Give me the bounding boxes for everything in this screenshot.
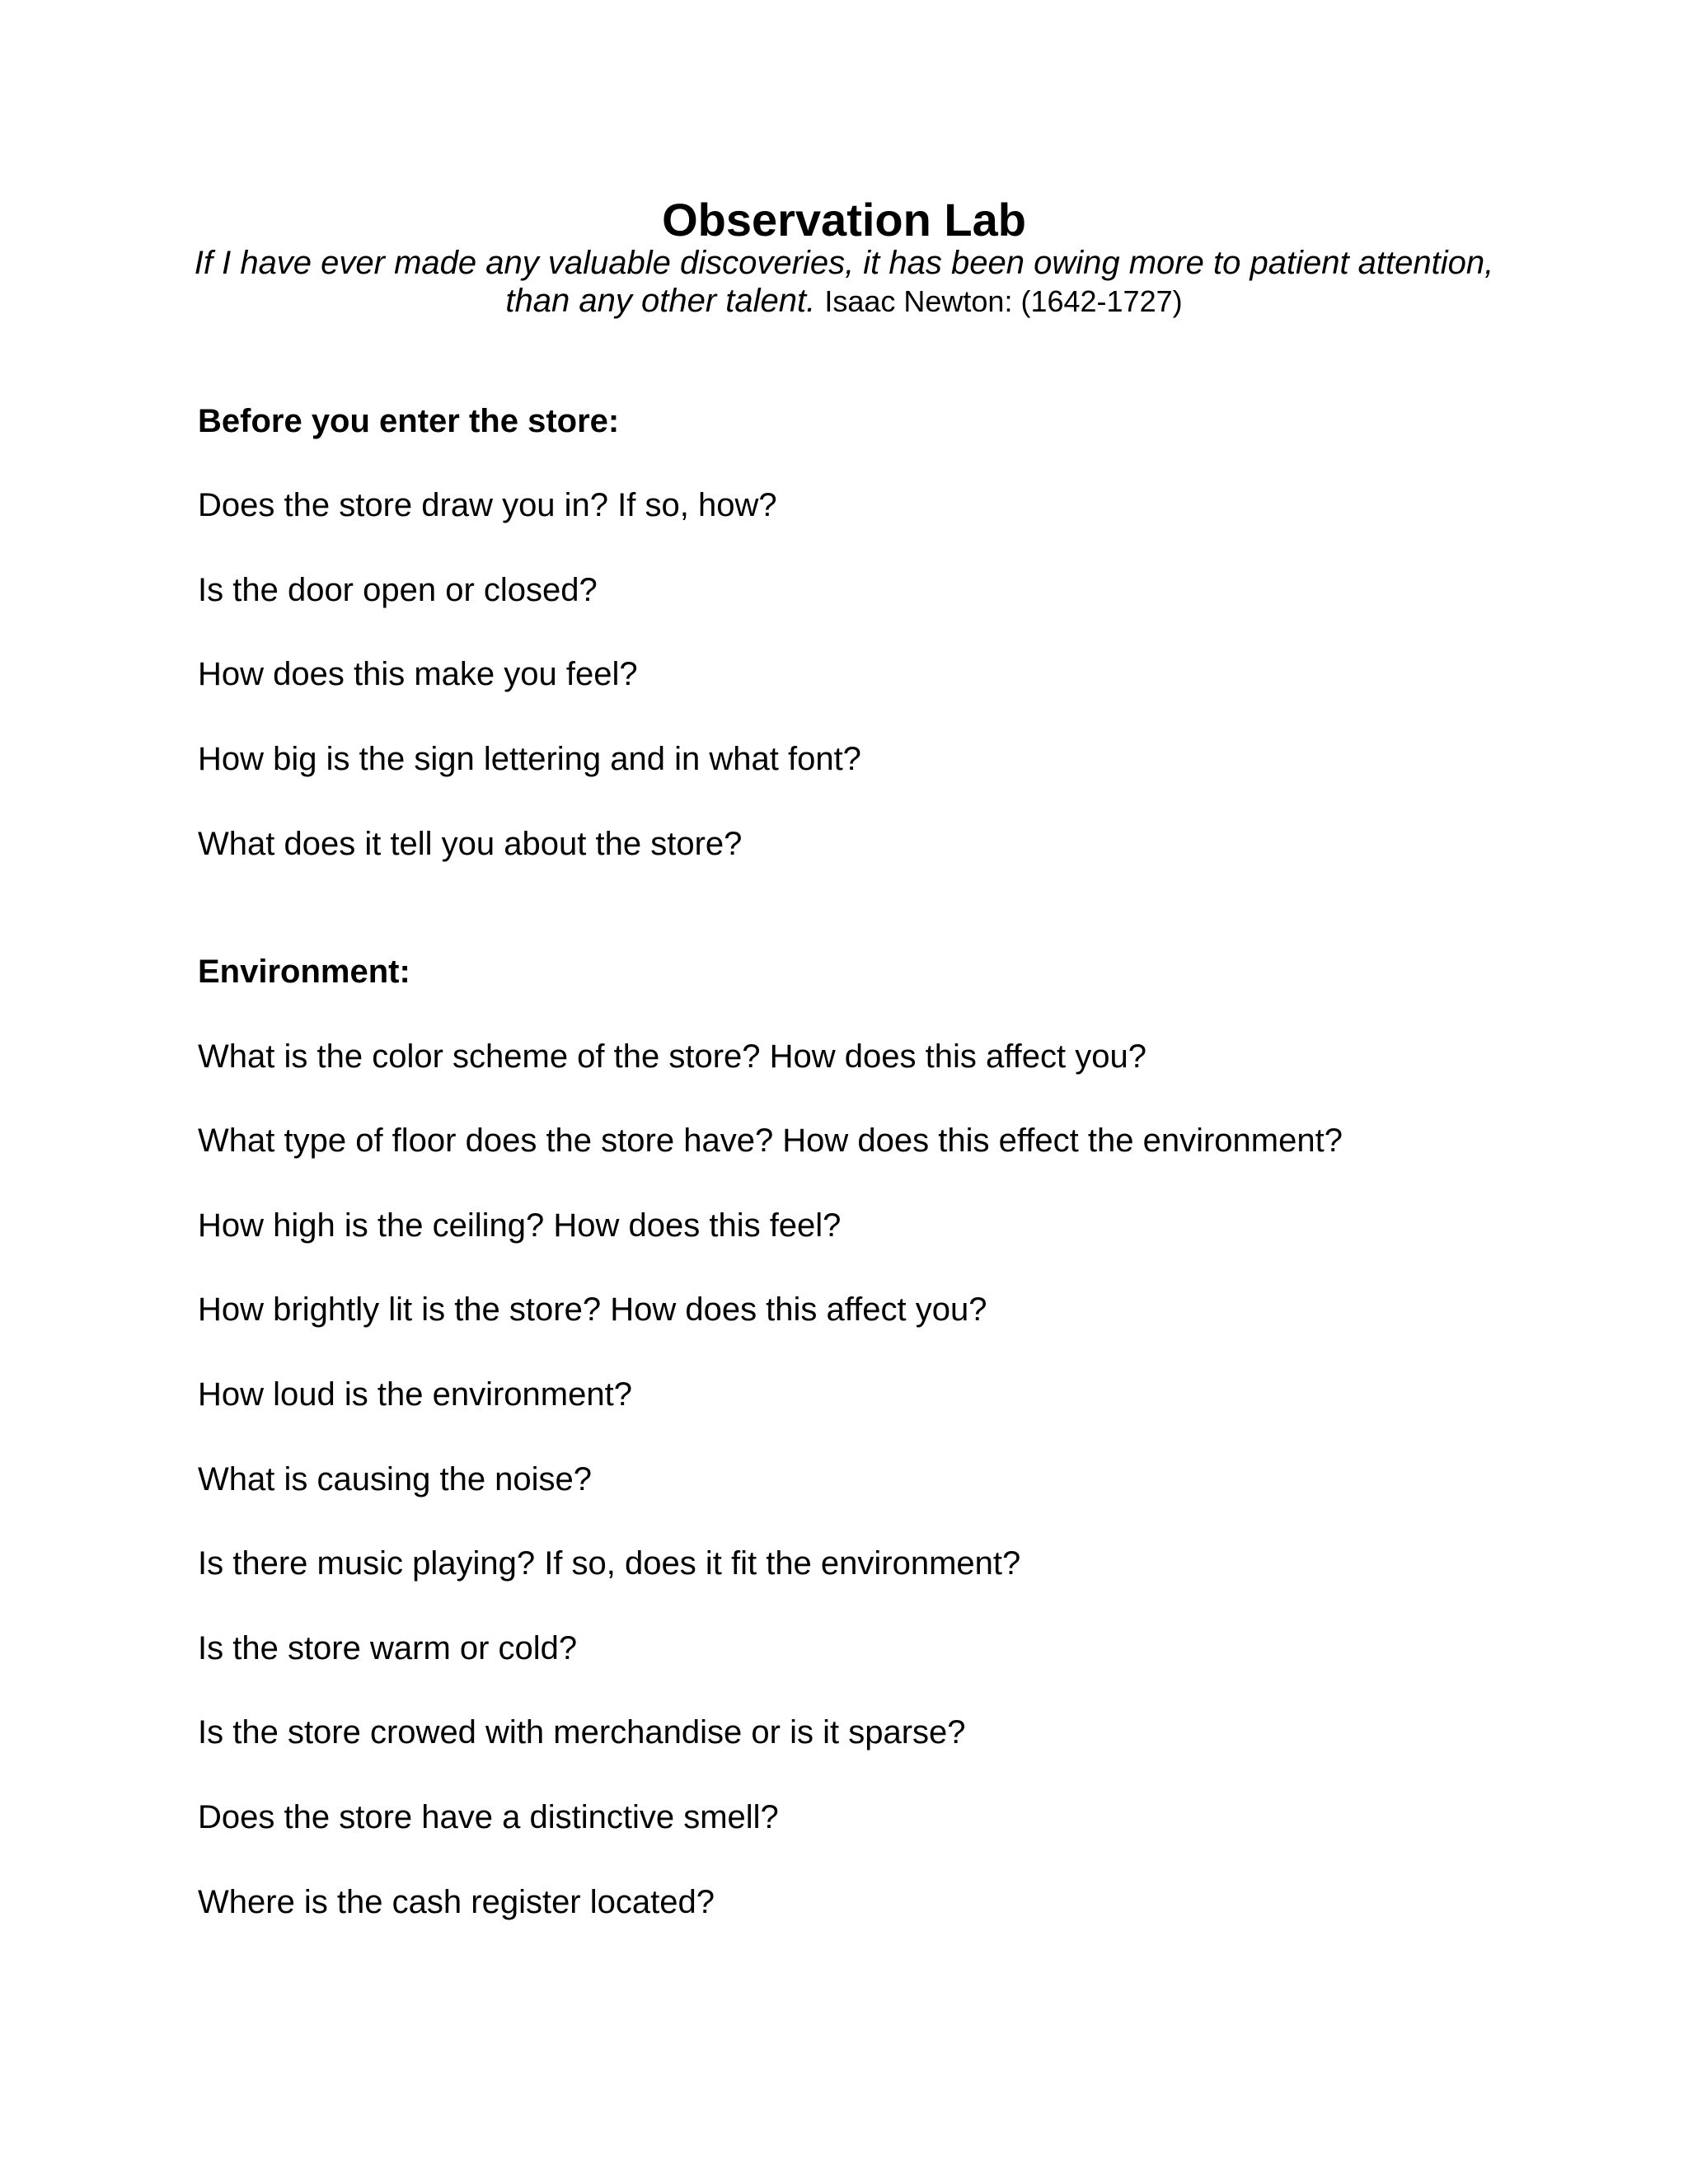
- question-item: Is the store crowed with merchandise or is it sparse?: [198, 1714, 966, 1750]
- question-item: How high is the ceiling? How does this feel?: [198, 1207, 842, 1244]
- epigraph-quote: [148, 244, 1540, 321]
- quote-author: Isaac Newton: (1642-1727): [824, 284, 1183, 318]
- question-item: How brightly lit is the store? How does this affect you?: [198, 1291, 987, 1328]
- section-heading-environment: Environment:: [198, 954, 410, 990]
- quote-text-line2: than any other talent.: [505, 283, 816, 319]
- question-item: Does the store have a distinctive smell?: [198, 1799, 779, 1835]
- section-heading-before-store: Before you enter the store:: [198, 403, 620, 439]
- question-item: Is the door open or closed?: [198, 572, 598, 608]
- question-item: Does the store draw you in? If so, how?: [198, 487, 777, 523]
- question-item: Is the store warm or cold?: [198, 1630, 578, 1666]
- question-item: What type of floor does the store have? How does this effect the environment?: [198, 1122, 1343, 1159]
- question-item: How loud is the environment?: [198, 1376, 632, 1413]
- question-item: Is there music playing? If so, does it fit the environment?: [198, 1545, 1021, 1582]
- question-item: What is causing the noise?: [198, 1461, 593, 1497]
- question-item: How does this make you feel?: [198, 656, 638, 692]
- question-item: What does it tell you about the store?: [198, 826, 743, 862]
- quote-text-line1: If I have ever made any valuable discoveries, it has been owing more to patient attention,: [194, 245, 1494, 281]
- question-item: Where is the cash register located?: [198, 1884, 715, 1920]
- page-title: Observation Lab: [662, 194, 1026, 246]
- question-item: How big is the sign lettering and in what font?: [198, 741, 861, 777]
- question-item: What is the color scheme of the store? How does this affect you?: [198, 1038, 1146, 1075]
